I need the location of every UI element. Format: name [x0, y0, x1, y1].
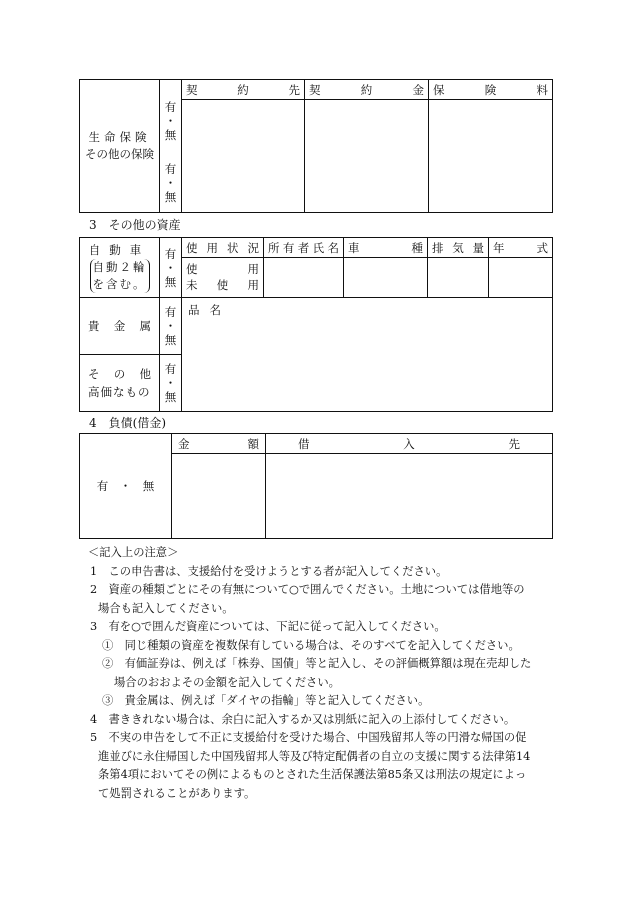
car-sub2: を含む。 [92, 277, 147, 291]
note-2a: 2 資産の種類ごとにその有無について○で囲んでください。土地については借地等の [90, 583, 525, 596]
note-2b: 場合も記入してください。 [98, 601, 234, 615]
use-option-used: 使 用 [186, 262, 259, 276]
section-4-heading: 4 負債(借金) [89, 416, 166, 430]
note-1: 1 この申告書は、支援給付を受けようとする者が記入してください。 [90, 564, 448, 578]
insurance-label-line2: その他の保険 [85, 147, 154, 161]
car-yes-no: 有 ・ 無 [160, 238, 182, 298]
other-assets-table [79, 237, 553, 412]
debt-yes-no: 有 ・ 無 [96, 479, 155, 493]
other-valuables-label-cell [80, 355, 160, 412]
model-year-input[interactable] [489, 258, 553, 298]
lender-label: 借 入 先 [298, 436, 520, 451]
precious-metal-label: 貴 金 属 [88, 319, 151, 333]
use-option-unused: 未 使 用 [186, 278, 259, 292]
other-valuables-yes-no: 有 ・ 無 [160, 355, 182, 412]
header-model-year [489, 238, 553, 258]
item-name-label: 品名 [188, 303, 231, 317]
debt-amount-label: 金 額 [178, 436, 259, 451]
note-3-2a: ② 有価証券は、例えば「株券、国債」等と記入し、その評価概算額は現在売却した [102, 657, 532, 670]
note-5b: 進並びに永住帰国した中国残留邦人等及び特定配偶者の自立の支援に関する法律第14 [98, 749, 531, 763]
owner-name-input[interactable] [264, 258, 344, 298]
model-year-label: 年 式 [493, 240, 548, 255]
precious-metal-label-cell [80, 298, 160, 355]
precious-metal-yes-no: 有 ・ 無 [160, 298, 182, 355]
header-contract-party [182, 80, 305, 100]
header-debt-amount [172, 434, 266, 454]
note-3-3: ③ 貴金属は、例えば「ダイヤの指輪」等と記入してください。 [102, 694, 430, 707]
note-4: 4 書ききれない場合は、余白に記入するか又は別紙に記入の上添付してください。 [90, 712, 516, 726]
contract-party-label: 契 約 先 [186, 82, 300, 97]
note-5a: 5 不実の申告をして不正に支援給付を受けた場合、中国残留邦人等の円滑な帰国の促 [90, 731, 527, 744]
note-3-1: ① 同じ種類の資産を複数保有している場合は、そのすべてを記入してください。 [102, 638, 520, 652]
use-status-cell[interactable] [182, 258, 264, 298]
notes-heading: ＜記入上の注意＞ [88, 546, 179, 559]
use-status-label: 使 用 状 況 [186, 240, 259, 255]
note-3: 3 有を○で囲んだ資産については、下記に従って記入してください。 [90, 620, 446, 633]
insurance-other-yes-no: 有 ・ 無 [164, 162, 177, 204]
car-label-cell [80, 238, 160, 298]
note-3-2b: 場合のおおよその金額を記入してください。 [114, 675, 340, 689]
notes-section [80, 544, 550, 803]
header-displacement [428, 238, 489, 258]
debt-yes-no-cell [80, 434, 172, 539]
insurance-yes-no-cell [160, 80, 182, 213]
other-valuables-label2: 高価なもの [88, 385, 151, 399]
header-premium [429, 80, 553, 100]
owner-name-label: 所 有 者 氏 名 [268, 240, 339, 255]
premium-label: 保 険 料 [433, 82, 548, 97]
contract-party-input[interactable] [182, 100, 305, 213]
car-sub1: 自動２輪 [92, 260, 147, 274]
insurance-life-yes-no: 有 ・ 無 [164, 100, 177, 142]
header-car-type [344, 238, 428, 258]
car-type-label: 車 種 [348, 240, 423, 255]
header-contract-amount [305, 80, 429, 100]
lender-input[interactable] [266, 454, 553, 539]
section-3-heading: 3 その他の資産 [89, 218, 181, 232]
header-owner-name [264, 238, 344, 258]
insurance-category-label [80, 80, 160, 213]
displacement-input[interactable] [428, 258, 489, 298]
insurance-label-line1: 生命保険 [88, 130, 151, 144]
note-5d: て処罰されることがあります。 [98, 786, 256, 800]
car-type-input[interactable] [344, 258, 428, 298]
car-label-paren [90, 259, 150, 293]
insurance-table [79, 79, 553, 213]
header-lender [266, 434, 553, 454]
contract-amount-label: 契 約 金 [309, 82, 424, 97]
item-name-cell[interactable] [182, 298, 553, 412]
header-use-status [182, 238, 264, 258]
note-5c: 条第4項においてその例によるものとされた生活保護法第85条又は刑法の規定によっ [98, 768, 527, 781]
premium-input[interactable] [429, 100, 553, 213]
displacement-label: 排 気 量 [432, 240, 484, 255]
contract-amount-input[interactable] [305, 100, 429, 213]
other-valuables-label1: そ の 他 [88, 367, 151, 381]
debt-table [79, 433, 553, 539]
debt-amount-input[interactable] [172, 454, 266, 539]
car-label: 自動車 [88, 243, 151, 257]
